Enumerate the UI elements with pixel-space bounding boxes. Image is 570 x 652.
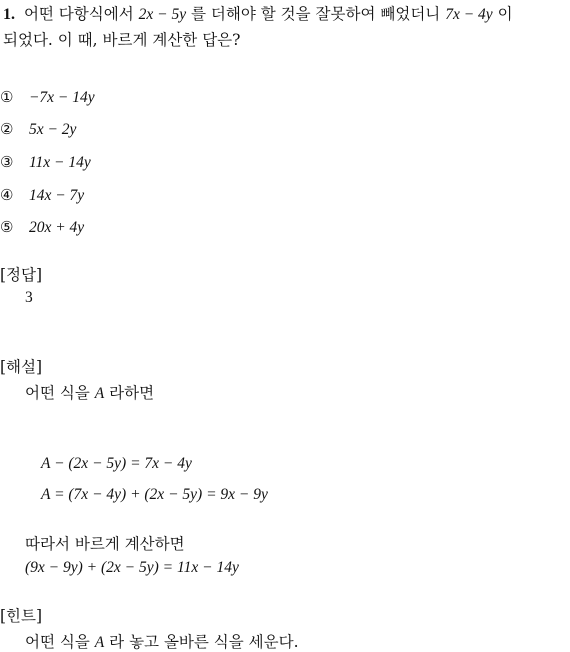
problem-line-2: 되었다. 이 때, 바르게 계산한 답은? <box>3 31 241 49</box>
hint-heading: [힌트] <box>0 607 43 625</box>
choice-3 <box>0 153 91 172</box>
math-variable: A <box>94 634 105 651</box>
hint-text <box>25 630 299 652</box>
choice-expression: 14x − 7y <box>28 187 85 204</box>
choice-expression: 5x − 2y <box>28 121 77 138</box>
solution-equation-2: A = (7x − 4y) + (2x − 5y) = 9x − 9y <box>41 486 268 503</box>
problem-text: 이 <box>497 5 513 23</box>
solution-text: 라하면 <box>109 384 155 402</box>
solution-equation-1: A − (2x − 5y) = 7x − 4y <box>41 455 192 472</box>
hint-text-part: 어떤 식을 <box>25 633 90 651</box>
choice-marker: ③ <box>0 153 14 171</box>
math-variable: A <box>94 385 105 402</box>
choice-5 <box>0 218 84 237</box>
choice-marker: ② <box>0 120 14 138</box>
solution-intro <box>25 381 154 403</box>
choice-marker: ① <box>0 88 14 106</box>
math-expression: 2x − 5y <box>138 6 187 23</box>
choice-expression: 20x + 4y <box>28 219 85 236</box>
choice-marker: ⑤ <box>0 218 14 236</box>
answer-heading: [정답] <box>0 266 43 284</box>
problem-number: 1. <box>3 6 15 23</box>
problem-text: 를 더해야 할 것을 잘못하여 빼었더니 <box>191 5 441 23</box>
solution-equation-3: (9x − 9y) + (2x − 5y) = 11x − 14y <box>25 559 239 576</box>
solution-heading: [해설] <box>0 358 43 376</box>
solution-text-2: 따라서 바르게 계산하면 <box>25 535 185 553</box>
problem-line-1 <box>3 2 513 24</box>
solution-text: 어떤 식을 <box>25 384 90 402</box>
choice-marker: ④ <box>0 186 14 204</box>
choice-4 <box>0 186 84 205</box>
hint-text-part: 라 놓고 올바른 식을 세운다. <box>109 633 299 651</box>
choice-expression: −7x − 14y <box>28 89 95 106</box>
choice-2 <box>0 120 76 139</box>
math-expression: 7x − 4y <box>445 6 493 23</box>
problem-text: 어떤 다항식에서 <box>23 5 134 23</box>
answer-value: 3 <box>25 289 33 306</box>
choice-1 <box>0 88 95 107</box>
choice-expression: 11x − 14y <box>28 154 91 171</box>
